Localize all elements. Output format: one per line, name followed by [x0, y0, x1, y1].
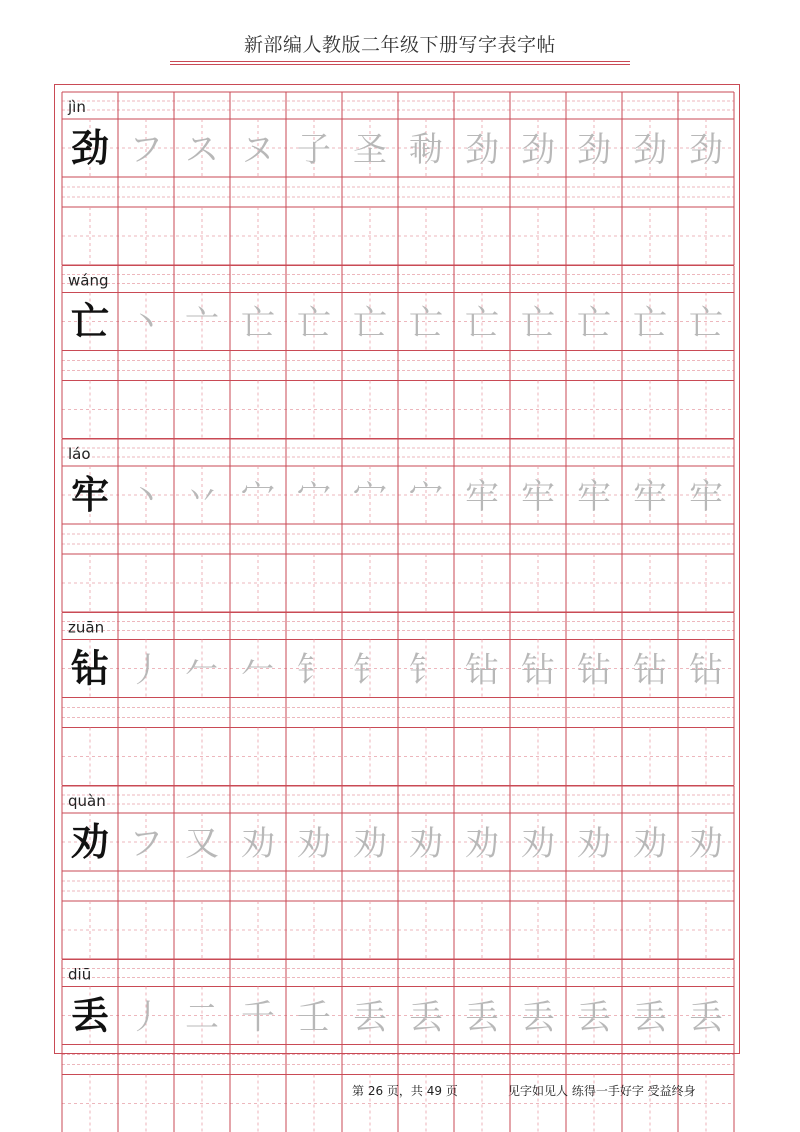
stroke-step-character: 𠂉 — [185, 650, 219, 691]
stroke-step-character: 丿 — [129, 997, 163, 1038]
stroke-step-character: 牢 — [465, 477, 499, 517]
stroke-step-character: 又 — [185, 824, 219, 864]
stroke-step-character: 丢 — [409, 997, 443, 1038]
model-character: 亡 — [70, 299, 110, 344]
pinyin-label: jìn — [68, 98, 86, 116]
pinyin-label: zuān — [68, 618, 105, 637]
stroke-step-character: フ — [129, 130, 163, 170]
stroke-step-character: 劝 — [577, 824, 611, 864]
stroke-step-character: 钻 — [577, 650, 611, 691]
stroke-step-character: 丢 — [633, 997, 667, 1038]
stroke-step-character: 亡 — [353, 303, 387, 344]
stroke-step-character: 钅 — [297, 650, 331, 691]
stroke-step-character: 劝 — [689, 824, 723, 864]
model-character: 劲 — [70, 126, 110, 170]
stroke-step-character: 丢 — [689, 997, 723, 1038]
stroke-step-character: 钻 — [633, 650, 667, 691]
stroke-step-character: 劝 — [633, 824, 667, 864]
stroke-step-character: 丢 — [353, 997, 387, 1038]
stroke-step-character: 牢 — [633, 477, 667, 517]
stroke-step-character: 亡 — [409, 303, 443, 344]
stroke-step-character: 宀 — [241, 477, 275, 517]
model-character: 丢 — [70, 993, 110, 1038]
stroke-step-character: 牢 — [689, 477, 723, 517]
stroke-step-character: 牢 — [521, 477, 555, 517]
stroke-step-character: 劲 — [521, 130, 555, 170]
stroke-step-character: 千 — [241, 997, 275, 1038]
stroke-step-character: 亡 — [633, 303, 667, 344]
stroke-step-character: 子 — [297, 130, 331, 170]
stroke-step-character: 劝 — [353, 824, 387, 864]
pinyin-label: quàn — [68, 792, 106, 810]
model-character: 牢 — [70, 473, 110, 517]
stroke-step-character: 钅 — [409, 650, 443, 691]
stroke-step-character: 壬 — [297, 997, 331, 1038]
stroke-step-character: 钻 — [465, 650, 499, 691]
stroke-step-character: 劝 — [409, 824, 443, 864]
stroke-step-character: 丷 — [185, 477, 219, 517]
stroke-step-character: 亡 — [297, 303, 331, 344]
stroke-step-character: 亡 — [241, 303, 275, 344]
stroke-step-character: 亡 — [577, 303, 611, 344]
stroke-step-character: 钻 — [689, 650, 723, 691]
stroke-step-character: 钅 — [353, 650, 387, 691]
stroke-step-character: 劲 — [689, 130, 723, 170]
stroke-step-character: 丢 — [465, 997, 499, 1038]
stroke-step-character: 劲 — [577, 130, 611, 170]
stroke-step-character: 宀 — [353, 477, 387, 517]
stroke-step-character: ス — [185, 130, 219, 170]
stroke-step-character: 劝 — [297, 824, 331, 864]
stroke-step-character: 亡 — [465, 303, 499, 344]
stroke-step-character: フ — [129, 824, 163, 864]
stroke-step-character: 牢 — [577, 477, 611, 517]
stroke-step-character: 劲 — [633, 130, 667, 170]
stroke-step-character: 亡 — [521, 303, 555, 344]
stroke-step-character: 劝 — [521, 824, 555, 864]
pinyin-label: láo — [68, 445, 91, 463]
stroke-step-character: 亡 — [689, 303, 723, 344]
stroke-step-character: 宀 — [409, 477, 443, 517]
pinyin-label: diū — [68, 965, 92, 984]
stroke-step-character: 亠 — [185, 303, 219, 344]
stroke-step-character: 丶 — [129, 303, 163, 344]
stroke-step-character: 劝 — [465, 824, 499, 864]
stroke-step-character: 劝 — [241, 824, 275, 864]
page-number: 第 26 页，共 49 页 — [352, 1084, 458, 1098]
stroke-step-character: 丿 — [129, 650, 163, 691]
stroke-step-character: 钻 — [521, 650, 555, 691]
stroke-step-character: 丢 — [521, 997, 555, 1038]
stroke-step-character: 㔞 — [409, 130, 443, 170]
stroke-step-character: 劲 — [465, 130, 499, 170]
stroke-step-character: 宀 — [297, 477, 331, 517]
stroke-step-character: 丢 — [577, 997, 611, 1038]
footer-motto: 见字如见人 练得一手好字 受益终身 — [508, 1084, 696, 1098]
model-character: 劝 — [70, 820, 110, 864]
stroke-step-character: 丶 — [129, 477, 163, 517]
model-character: 钻 — [70, 646, 110, 691]
stroke-step-character: 圣 — [353, 130, 387, 170]
pinyin-label: wáng — [68, 271, 109, 290]
stroke-step-character: 二 — [185, 997, 219, 1038]
stroke-step-character: ヌ — [241, 130, 275, 170]
page-title: 新部编人教版二年级下册写字表字帖 — [243, 34, 556, 56]
stroke-step-character: 𠂉 — [241, 650, 275, 691]
